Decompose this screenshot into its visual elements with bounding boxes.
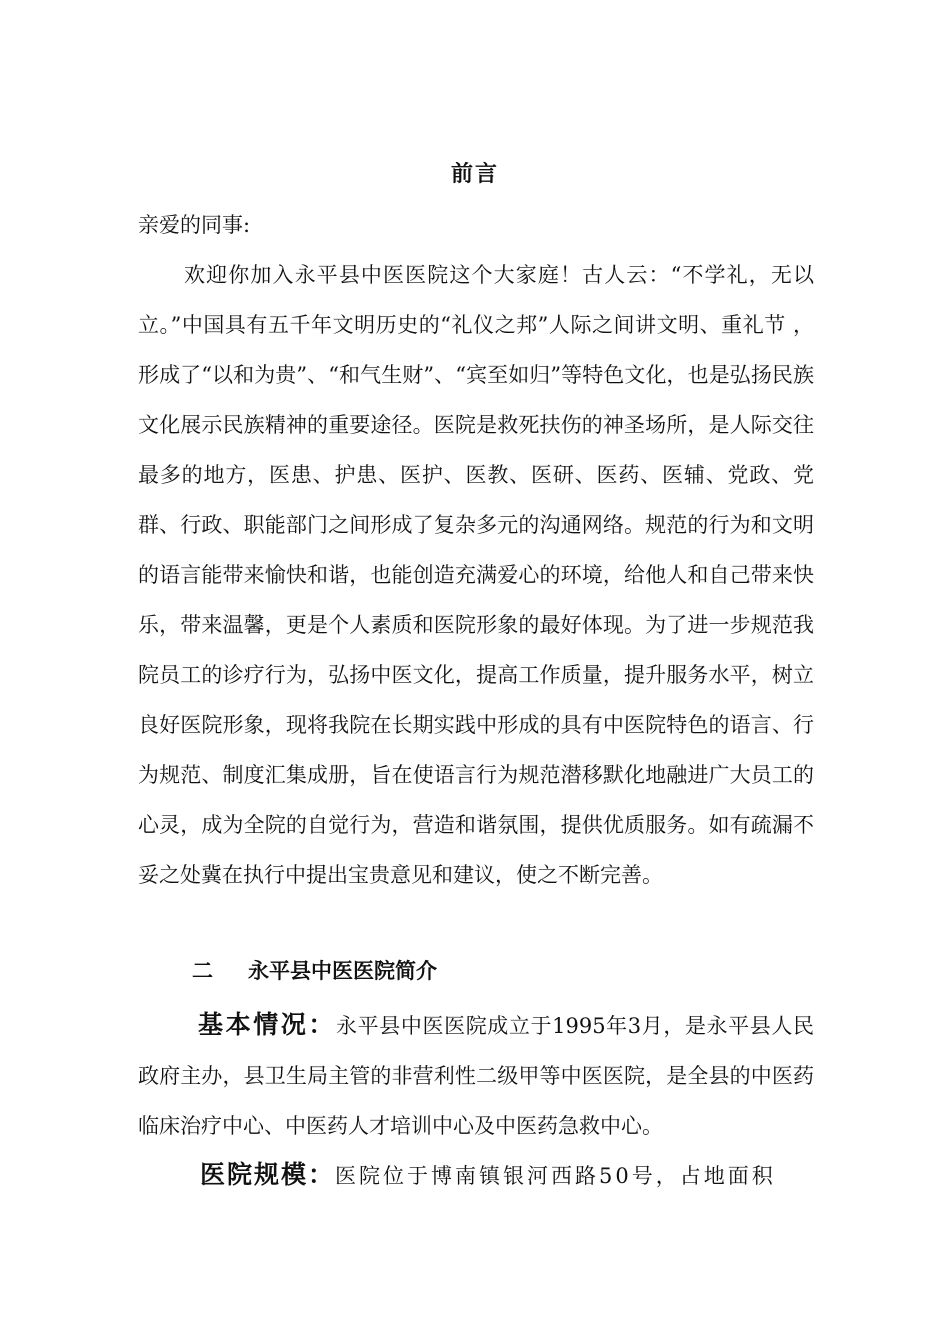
page-title: 前言 (450, 161, 499, 187)
hospital-scale-text: 医院位于博南镇银河西路50号，占地面积 (335, 1164, 776, 1188)
basic-info-paragraph (138, 1000, 814, 1151)
preface-paragraph: 欢迎你加入永平县中医医院这个大家庭！古人云：“不学礼，无以立。”中国具有五千年文明历史的“礼仪之邦”人际之间讲文明、重礼节 ，形成了“以和为贵”、“和气生财”、“宾至如归”等特色文化，也是弘扬民族文化展示民族精神的重要途径。医院是救死扶伤的神圣场所，是人际交往最多的地方，医患、护患、医护、医教、医研、医药、医辅、党政、党群、行政、职能部门之间形成了复杂多元的沟通网络。规范的行为和文明的语言能带来愉快和谐，也能创造充满爱心的环境，给他人和自己带来快乐，带来温馨，更是个人素质和医院形象的最好体现。为了进一步规范我院员工的诊疗行为，弘扬中医文化，提高工作质量，提升服务水平，树立良好医院形象，现将我院在长期实践中形成的具有中医院特色的语言、行为规范、制度汇集成册，旨在使语言行为规范潜移默化地融进广大员工的心灵，成为全院的自觉行为，营造和谐氛围，提供优质服务。如有疏漏不妥之处冀在执行中提出宝贵意见和建议，使之不断完善。 (138, 263, 814, 887)
section-number: 二 (192, 958, 213, 983)
hospital-scale-paragraph (138, 1150, 814, 1201)
hospital-scale-label: 医院规模： (200, 1160, 336, 1189)
basic-info-label: 基本情况： (198, 1010, 337, 1039)
section-heading (192, 955, 437, 987)
salutation: 亲爱的同事: (138, 213, 251, 237)
basic-info-text: 永平县中医医院成立于1995年3月，是永平县人民政府主办，县卫生局主管的非营利性二级甲等中医医院，是全县的中医药临床治疗中心、中医药人才培训中心及中医药急救中心。 (138, 1014, 814, 1138)
section-title: 永平县中医医院简介 (248, 958, 437, 983)
